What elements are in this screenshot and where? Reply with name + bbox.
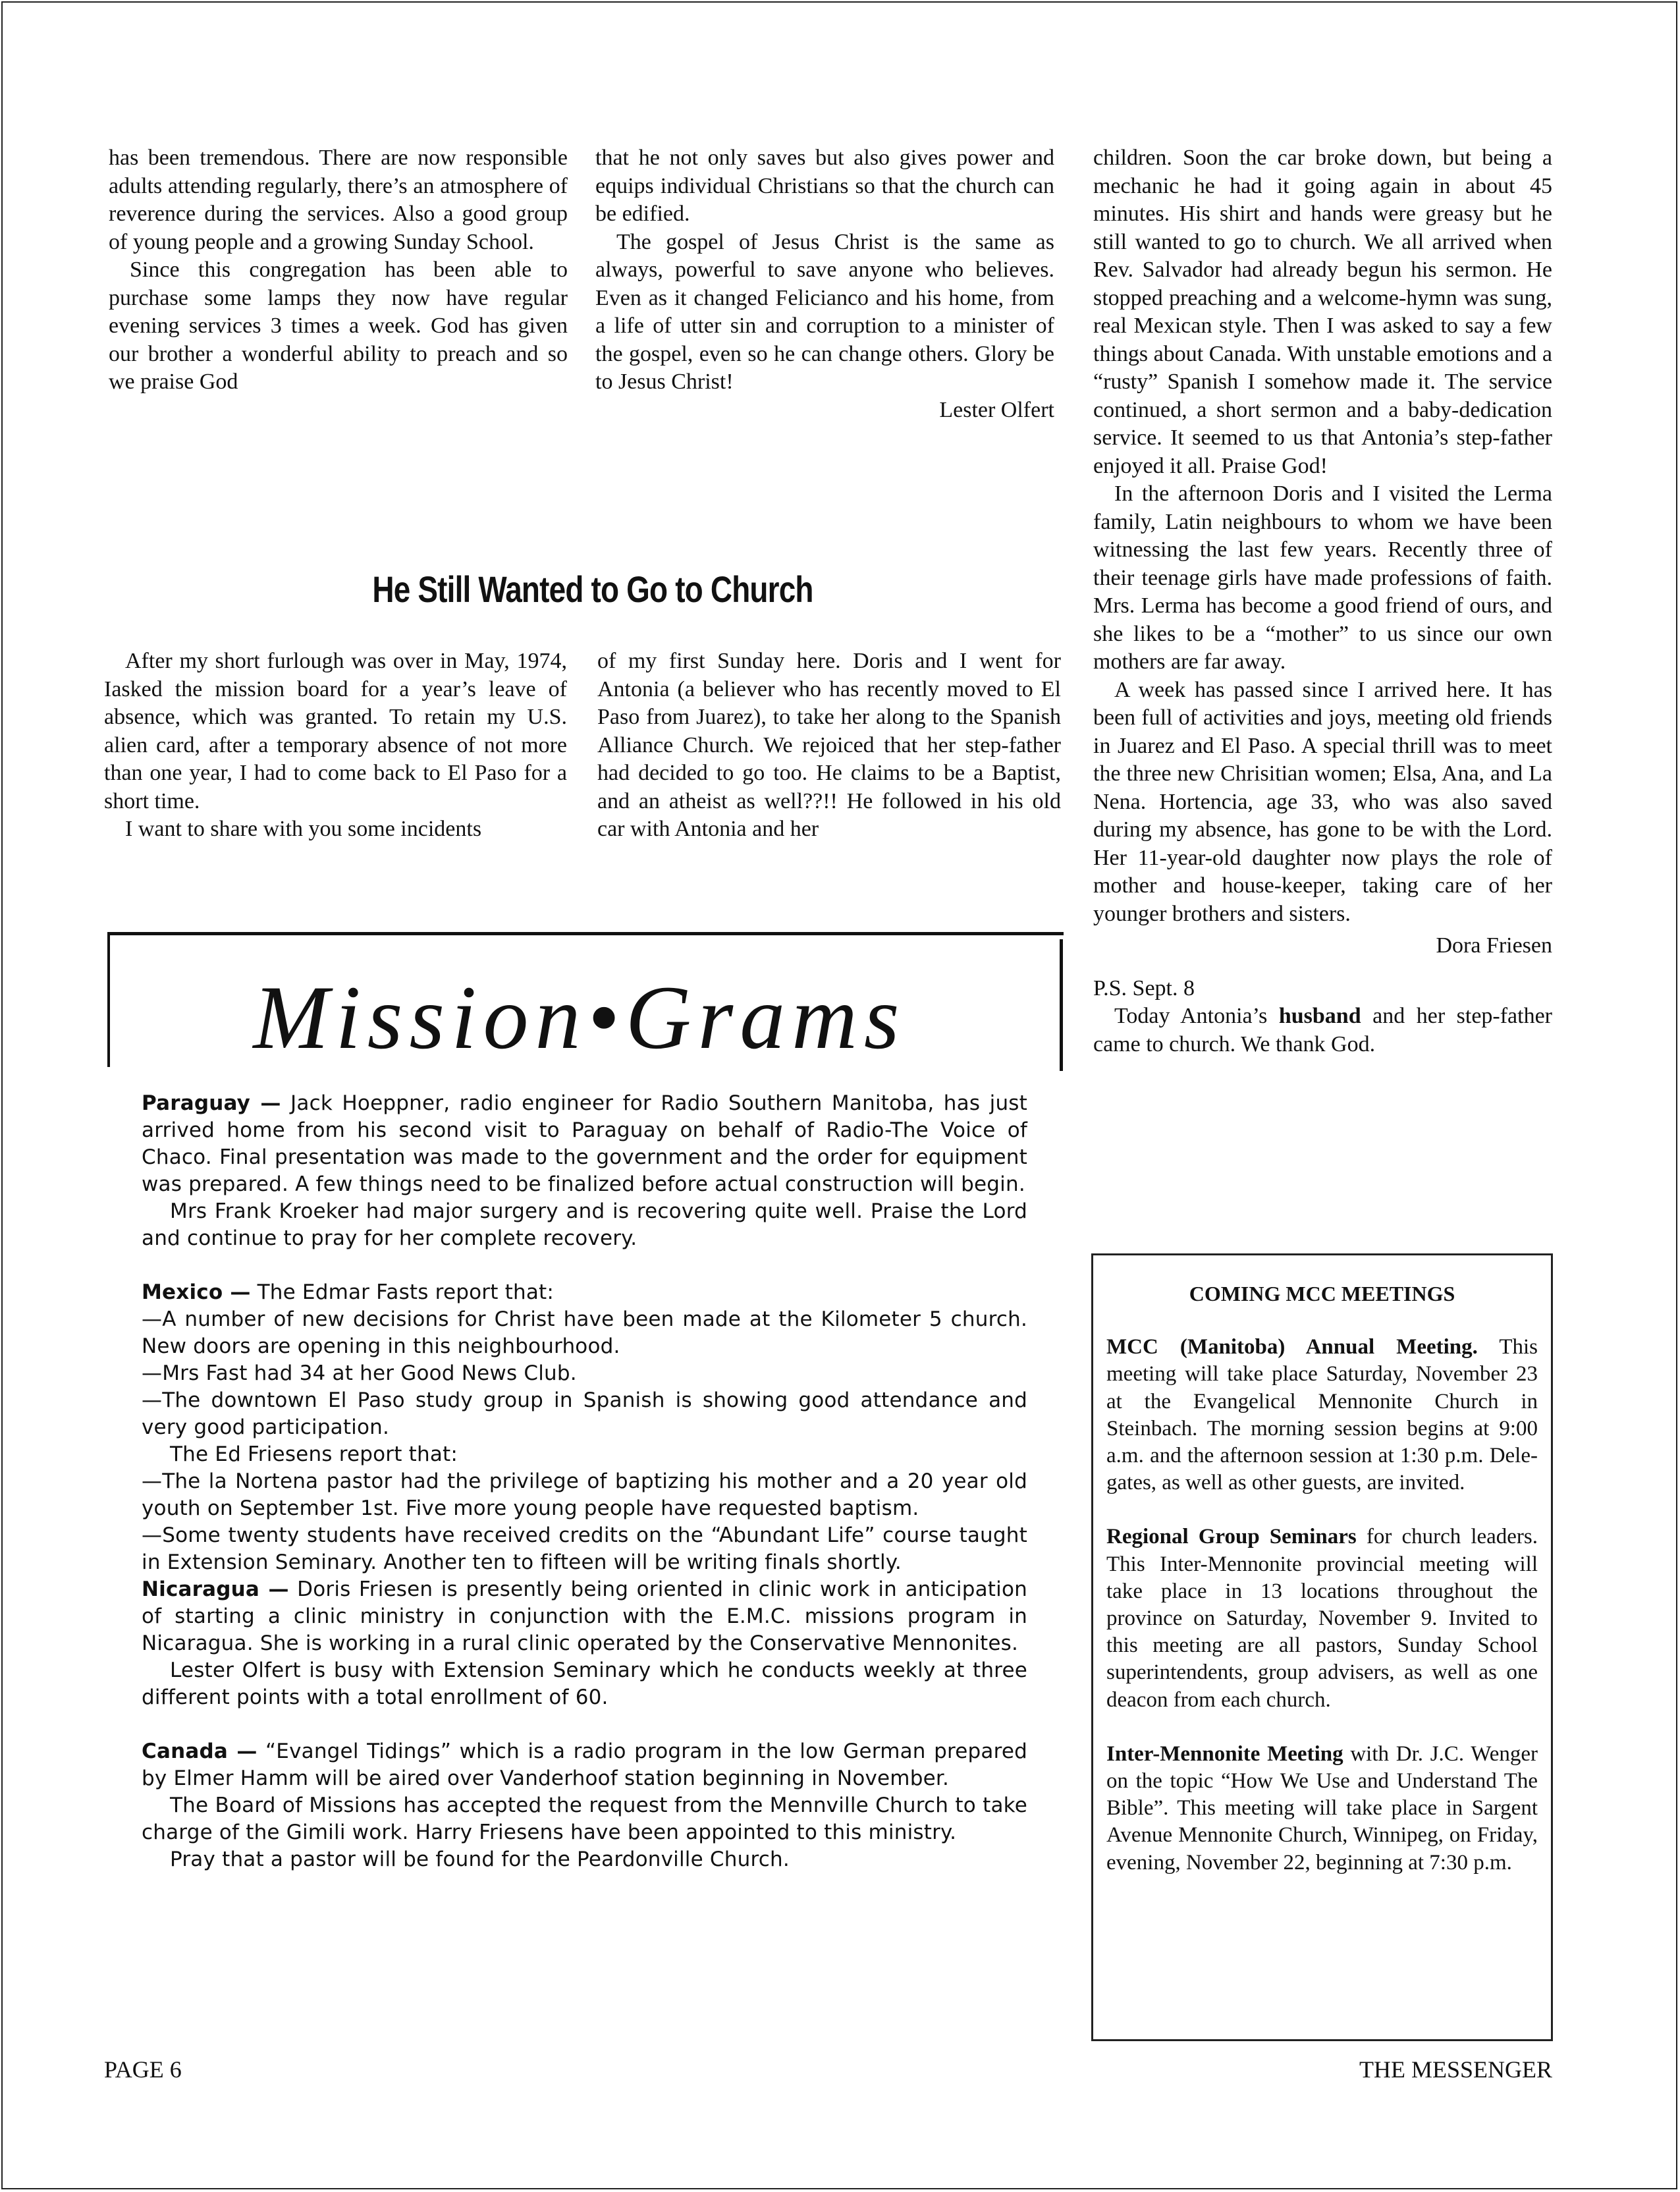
mcc-annual-meeting-text: This meeting will take place Saturday, November 23 at the Evangelical Mennonite Church in Steinbach. The morning session begins at 9:00 a.m. and the afternoon session at 1:30 p.m. Delegates, as well as other guests, are invited. <box>1106 1335 1538 1495</box>
ps-label: P.S. Sept. 8 <box>1093 975 1195 1000</box>
mcc-regional-seminars-title: Regional Group Seminars <box>1106 1525 1357 1549</box>
paragraph: children. Soon the car broke down, but being a mechanic he had it going again in about 45 minutes. His shirt and hands were greasy but he still wanted to go to church. We all arrived when Rev. Salvador had already begun his sermon. He stopped preaching and a welcome-hymn was sung, real Mexican style. Then I was asked to say a few things about Canada. With unstable emotions and a “rusty” Spanish I somehow made it. The service continued, a short sermon and a baby-dedication service. It seemed to us that Antonia’s step-father enjoyed it all. Praise God! <box>1093 146 1552 478</box>
mexico-label: Mexico — <box>142 1280 251 1304</box>
paragraph: I want to share with you some incidents <box>125 817 482 841</box>
paraguay-item <box>142 1090 1027 1198</box>
mcc-meetings-content <box>1106 1280 1538 1877</box>
ps-bold-word: husband <box>1278 1004 1361 1028</box>
column-2-continuation <box>595 144 1054 424</box>
mission-grams-title: Mission•Grams <box>253 967 906 1068</box>
paragraph: The gospel of Jesus Christ is the same as always, powerful to save anyone who believes. Even as it changed Felicianco and his home, from a life of utter sin and corruption to a minister of the gospel, even so he can change others. Glory be to Jesus Christ! <box>595 229 1054 394</box>
list-item: —The la Nortena pastor had the privilege of baptizing his mother and a 20 year old youth on September 1st. Five more young people have requested baptism. <box>142 1469 1027 1520</box>
column-3 <box>1093 144 1552 1058</box>
list-item: —A number of new decisions for Christ have been made at the Kilometer 5 church. New doors are opening in this neighbourhood. <box>142 1307 1027 1358</box>
nicaragua-label: Nicaragua — <box>142 1577 289 1601</box>
column-1-continuation <box>109 144 568 397</box>
publication-name: THE MESSENGER <box>1359 2056 1552 2083</box>
mission-grams-body <box>142 1090 1027 1873</box>
paragraph: The Ed Friesens report that: <box>170 1442 458 1466</box>
mcc-inter-mennonite-meeting-title: Inter-Mennonite Meeting <box>1106 1741 1343 1766</box>
mcc-heading: COMING MCC MEETINGS <box>1189 1282 1455 1305</box>
paraguay-text: Jack Hoeppner, radio engineer for Radio Southern Manitoba, has just arrived home from his second visit to Paraguay on behalf of Radio-The Voice of Chaco. Final presentation was made to the government and the order for equipment was prepared. A few things need to be finalized before actual construction will begin. <box>142 1091 1027 1196</box>
nicaragua-text: Doris Friesen is presently being oriented in clinic work in anticipation of starting a clinic ministry in conjunction with the E.M.C. missions program in Nicaragua. She is working in a rural clinic operated by the Conservative Mennonites. <box>142 1577 1027 1655</box>
canada-item <box>142 1738 1027 1792</box>
paragraph: of my first Sunday here. Doris and I went for Antonia (a believer who has recently moved to El Paso from Juarez), to take her along to the Spanish Alliance Church. We rejoiced that her step-father had decided to go too. He claims to be a Baptist, and an atheist as well??!! He followed in his old car with Antonia and her <box>597 649 1061 841</box>
list-item: —The downtown El Paso study group in Spanish is showing good attendance and very good participation. <box>142 1388 1027 1439</box>
list-item: —Some twenty students have received credits on the “Abundant Life” course taught in Extension Seminary. Another ten to fifteen will be writing finals shortly. <box>142 1523 1027 1574</box>
paragraph: After my short furlough was over in May, 1974, Iasked the mission board for a year’s leave of absence, which was granted. To retain my U.S. alien card, after a temporary absence of not more than one year, I had to come back to El Paso for a short time. <box>104 649 567 813</box>
paraguay-label: Paraguay — <box>142 1091 281 1115</box>
mission-grams-rule-left <box>107 932 110 1067</box>
mcc-regional-seminars <box>1106 1523 1538 1713</box>
paragraph: The Board of Missions has accepted the request from the Mennville Church to take charge of the Gimili work. Harry Friesens have been appointed to this ministry. <box>142 1794 1027 1844</box>
article-column-1 <box>104 647 567 844</box>
paragraph: In the afternoon Doris and I visited the Lerma family, Latin neighbours to whom we have been witnessing the last few years. Recently three of their teenage girls have made professions of faith. Mrs. Lerma has become a good friend of ours, and she likes to be a “mother” to us since our own mothers are far away. <box>1093 481 1552 674</box>
ps-text <box>1093 1002 1552 1058</box>
mcc-meetings-box <box>1091 1253 1553 2041</box>
paragraph: Pray that a pastor will be found for the Peardonville Church. <box>170 1848 790 1871</box>
article-column-2 <box>597 647 1061 844</box>
mission-grams-rule-top <box>107 932 1064 935</box>
paragraph: Lester Olfert is busy with Extension Seminary which he conducts weekly at three different points with a total enrollment of 60. <box>142 1658 1027 1709</box>
ps-text-end: and her step-father came to church. We thank God. <box>1093 1004 1553 1056</box>
mcc-annual-meeting-title: MCC (Manitoba) Annual Meeting. <box>1106 1335 1478 1359</box>
paragraph: A week has passed since I arrived here. It has been full of activities and joys, meeting old friends in Juarez and El Paso. A special thrill was to meet the three new Chrisitian women; Elsa, Ana, and La Nena. Hortencia, age 33, who was also saved during my absence, has gone to be with the Lord. Her 11-year-old daughter now plays the role of mother and house-keeper, taking care of her younger brothers and sisters. <box>1093 677 1552 926</box>
mcc-regional-seminars-text: for church leaders. This Inter-Mennonite provincial meeting will take place in 13 locations throughout the province on Saturday, November 9. Invited to this meeting are all pastors, Sunday School superintendents, group advisers, as well as one deacon from each church. <box>1106 1525 1538 1712</box>
canada-label: Canada — <box>142 1740 257 1763</box>
mexico-text: The Edmar Fasts report that: <box>250 1280 555 1304</box>
mcc-annual-meeting <box>1106 1334 1538 1496</box>
mission-grams-rule-right <box>1060 939 1063 1071</box>
nicaragua-item <box>142 1576 1027 1657</box>
signature: Lester Olfert <box>939 397 1054 422</box>
article-headline: He Still Wanted to Go to Church <box>372 568 813 610</box>
page-number: PAGE 6 <box>104 2056 182 2083</box>
paragraph: that he not only saves but also gives power and equips individual Christians so that the church can be edified. <box>595 146 1054 226</box>
mcc-inter-mennonite-meeting-text: with Dr. J.C. Wenger on the topic “How We Use and Understand The Bible”. This meeting will take place in Sargent Avenue Mennonite Church, Winnipeg, on Friday, evening, November 22, beginning at 7:30 p.m. <box>1106 1741 1538 1875</box>
canada-text: “Evangel Tidings” which is a radio program in the low German prepared by Elmer Hamm will be aired over Vanderhoof station beginning in November. <box>142 1740 1027 1790</box>
mcc-inter-mennonite-meeting <box>1106 1741 1538 1877</box>
ps-text-start: Today Antonia’s <box>1114 1004 1279 1028</box>
paragraph: Mrs Frank Kroeker had major surgery and is recovering quite well. Praise the Lord and continue to pray for her complete recovery. <box>142 1199 1027 1250</box>
list-item: —Mrs Fast had 34 at her Good News Club. <box>142 1361 577 1385</box>
mexico-item <box>142 1279 1027 1306</box>
paragraph: Since this congregation has been able to purchase some lamps they now have regular evening services 3 times a week. God has given our brother a wonderful ability to preach and so we praise God <box>109 258 568 394</box>
signature: Dora Friesen <box>1436 933 1552 958</box>
paragraph: has been tremendous. There are now responsible adults attending regularly, there’s an atmosphere of reverence during the services. Also a good group of young people and a growing Sunday School. <box>109 146 568 254</box>
